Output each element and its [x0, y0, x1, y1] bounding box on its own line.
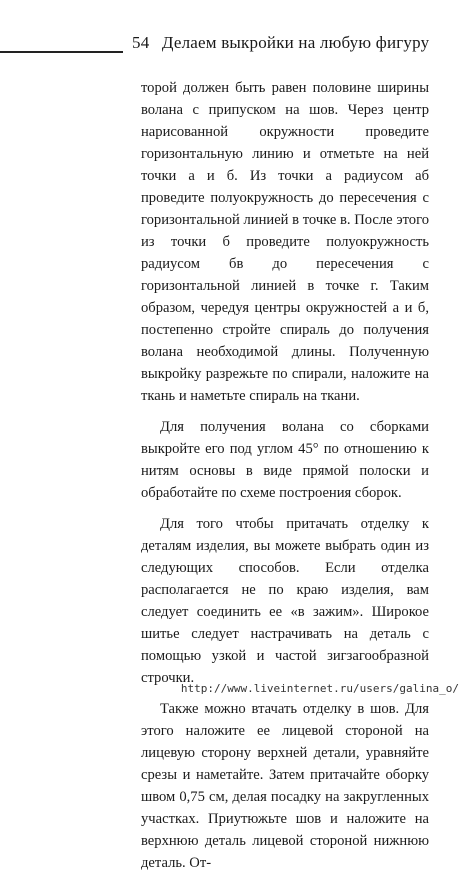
paragraph-1: торой должен быть равен половине ширины волана с припуском на шов. Через центр нарисованной окружности проведите горизонтальную линию и отметьте на ней точки а и б. Из точки а радиусом аб проведите полуокружность до пересечения с горизонтальной линией в точке в. После этого из точки б проведите полуокружность радиусом бв до пересечения с горизонтальной линией в точке г. Таким образом, чередуя центры окружностей а и б, постепенно стройте спираль до получения волана необходимой длины. Полученную выкройку разрежьте по спирали, наложите на ткань и наметьте спираль на ткани. — [141, 80, 429, 404]
chapter-title: Делаем выкройки на любую фигуру — [161, 33, 430, 52]
running-header — [132, 33, 432, 53]
paragraph-2: Для получения волана со сборками выкройте его под углом 45° по отношению к нитям основы в виде прямой полоски и обработайте по схеме построения сборок. — [141, 419, 429, 501]
paragraph-3: Для того чтобы притачать отделку к деталям изделия, вы можете выбрать один из следующих способов. Если отделка располагается не по краю изделия, вам следует соединить ее «в зажим». Широкое шитье следует настрачивать на деталь с помощью узкой и частой зигзагообразной строчки. — [141, 516, 429, 686]
page-number: 54 — [132, 33, 150, 52]
paragraph-4: Также можно втачать отделку в шов. Для этого наложите ее лицевой стороной на лицевую сторону верхней детали, уравняйте срезы и наметайте. Затем притачайте оборку швом 0,75 см, делая посадку на закругленных участках. Приутюжьте шов и наложите на верхнюю деталь лицевой стороной нижнюю деталь. От- — [141, 701, 429, 871]
header-rule — [0, 51, 123, 53]
page-body — [141, 77, 429, 874]
source-watermark: http://www.liveinternet.ru/users/galina_o/ — [180, 682, 459, 695]
